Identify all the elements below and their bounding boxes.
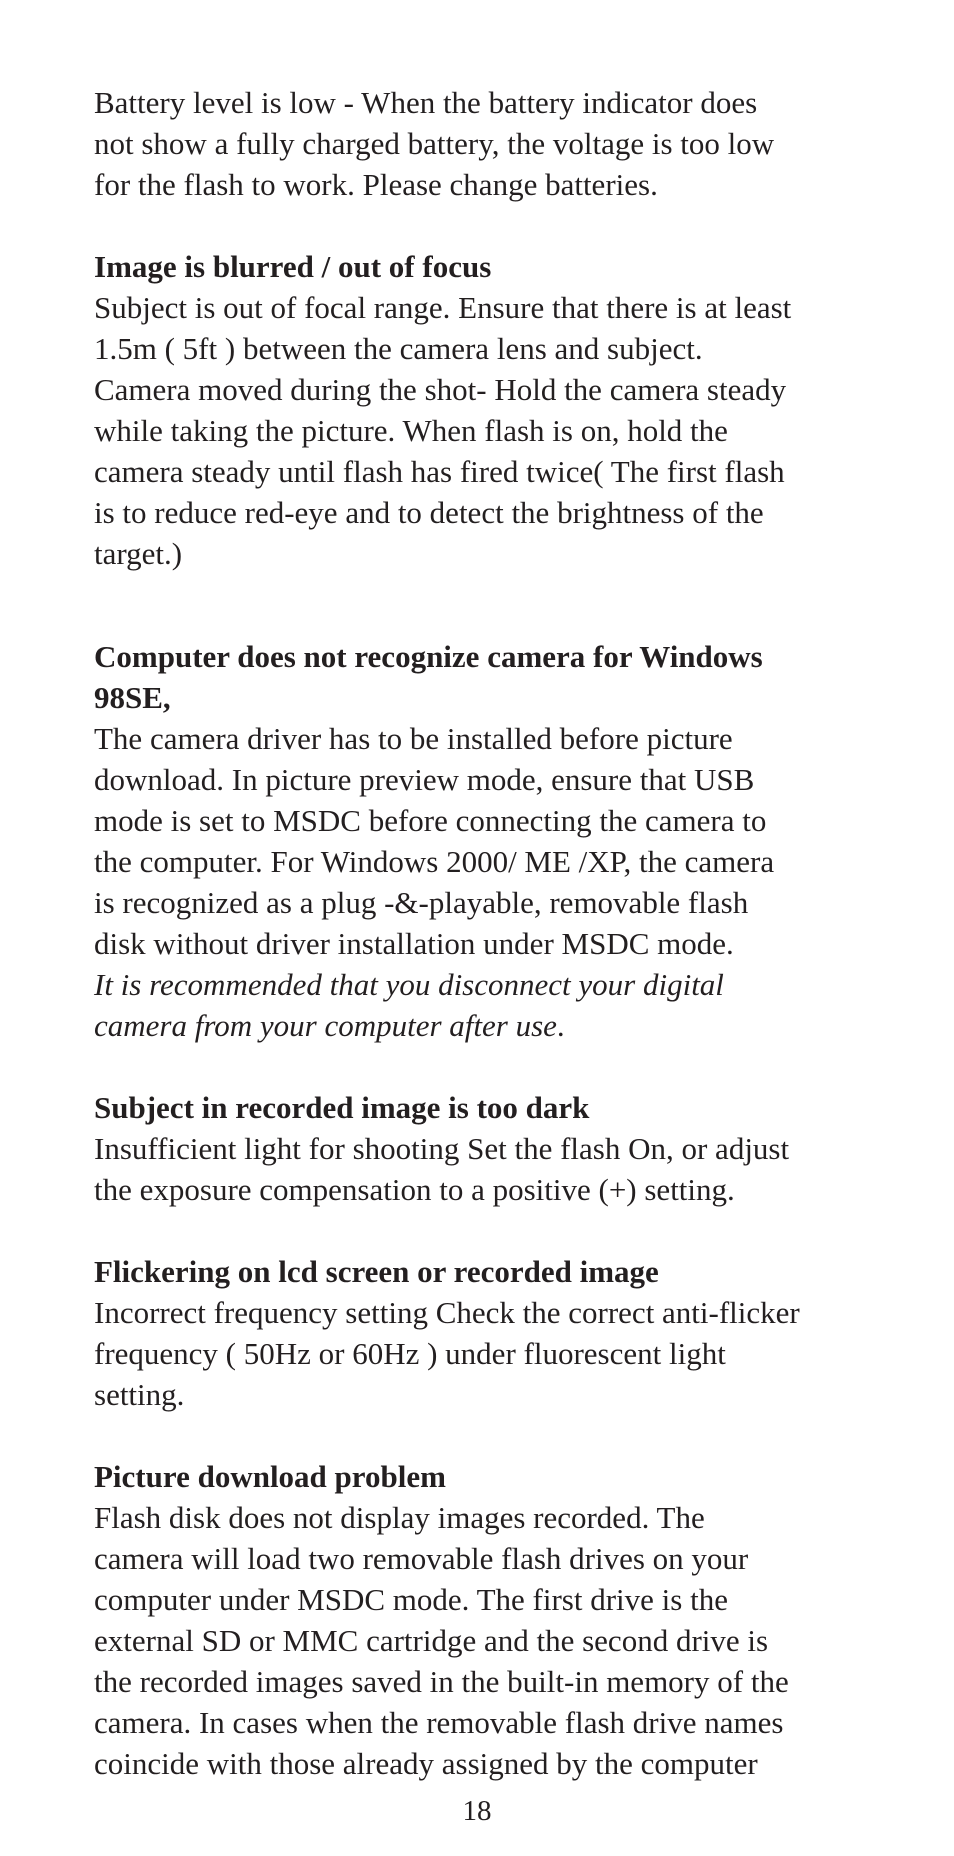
body-line: coincide with those already assigned by the computer <box>94 1746 758 1781</box>
italic-note-line: It is recommended that you disconnect your digital <box>94 967 724 1002</box>
section-heading: Picture download problem <box>94 1459 446 1494</box>
body-line: disk without driver installation under MSDC mode. <box>94 926 734 961</box>
body-line: camera steady until flash has fired twice( The first flash <box>94 454 785 489</box>
body-line: Subject is out of focal range. Ensure that there is at least <box>94 290 792 325</box>
body-line: target.) <box>94 536 183 571</box>
body-line: mode is set to MSDC before connecting the camera to <box>94 803 767 838</box>
body-line: The camera driver has to be installed before picture <box>94 721 733 756</box>
manual-page <box>94 82 884 1784</box>
section-too-dark <box>94 1087 884 1210</box>
spacer <box>94 1210 884 1251</box>
body-line: computer under MSDC mode. The first drive is the <box>94 1582 728 1617</box>
body-line: is to reduce red-eye and to detect the brightness of the <box>94 495 764 530</box>
body-line: download. In picture preview mode, ensure that USB <box>94 762 755 797</box>
body-line: external SD or MMC cartridge and the second drive is <box>94 1623 769 1658</box>
body-line: 1.5m ( 5ft ) between the camera lens and subject. <box>94 331 703 366</box>
section-download-problem <box>94 1456 884 1784</box>
section-heading: Subject in recorded image is too dark <box>94 1090 590 1125</box>
spacer <box>94 205 884 246</box>
body-line: Camera moved during the shot- Hold the camera steady <box>94 372 787 407</box>
body-line: not show a fully charged battery, the voltage is too low <box>94 126 775 161</box>
spacer <box>94 1415 884 1456</box>
section-heading: Computer does not recognize camera for Windows <box>94 639 763 674</box>
body-line: Flash disk does not display images recorded. The <box>94 1500 705 1535</box>
section-flickering <box>94 1251 884 1415</box>
body-line: the computer. For Windows 2000/ ME /XP, the camera <box>94 844 775 879</box>
section-heading: 98SE, <box>94 680 171 715</box>
body-line: camera will load two removable flash drives on your <box>94 1541 749 1576</box>
body-line: camera. In cases when the removable flash drive names <box>94 1705 784 1740</box>
body-line: setting. <box>94 1377 185 1412</box>
body-line: Incorrect frequency setting Check the correct anti-flicker <box>94 1295 800 1330</box>
spacer <box>94 574 884 636</box>
section-image-blurred <box>94 246 884 574</box>
italic-note-text: camera from your computer after use <box>94 1008 557 1043</box>
body-line: while taking the picture. When flash is on, hold the <box>94 413 728 448</box>
section-battery-low <box>94 82 884 205</box>
page-number: 18 <box>462 1795 492 1827</box>
section-computer-recognize <box>94 636 884 1046</box>
body-line: is recognized as a plug -&-playable, removable flash <box>94 885 749 920</box>
section-heading: Image is blurred / out of focus <box>94 249 492 284</box>
body-line: the recorded images saved in the built-in memory of the <box>94 1664 789 1699</box>
italic-note-period: . <box>556 1008 565 1043</box>
body-line: for the flash to work. Please change batteries. <box>94 167 658 202</box>
spacer <box>94 1046 884 1087</box>
section-heading: Flickering on lcd screen or recorded image <box>94 1254 659 1289</box>
body-line: Battery level is low - When the battery indicator does <box>94 85 758 120</box>
body-line: frequency ( 50Hz or 60Hz ) under fluorescent light <box>94 1336 726 1371</box>
body-line: the exposure compensation to a positive (+) setting. <box>94 1172 735 1207</box>
italic-note-line-wrap <box>94 1005 884 1046</box>
body-line: Insufficient light for shooting Set the flash On, or adjust <box>94 1131 790 1166</box>
